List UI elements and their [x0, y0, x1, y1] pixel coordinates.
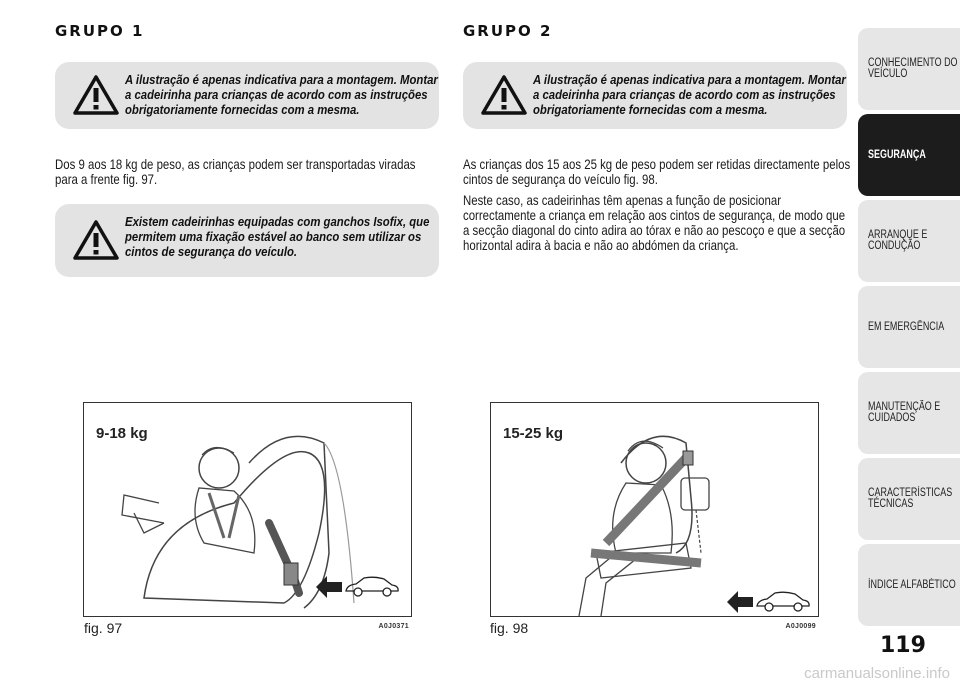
sidebar-item-indice[interactable] — [858, 544, 960, 626]
warning-text-3: A ilustração é apenas indicativa para a montagem. Montar a cadeirinha para crianças de acordo com as instruções obrigatoriamente fornecidas com a mesma. — [533, 72, 846, 117]
car-icon — [344, 575, 400, 599]
sidebar-item-emergencia[interactable] — [858, 286, 960, 368]
sidebar-item-caracteristicas[interactable] — [858, 458, 960, 540]
sidebar-item-arranque[interactable] — [858, 200, 960, 282]
figure-caption-97: fig. 97 — [84, 620, 123, 636]
paragraph-text-2: Neste caso, as cadeirinhas têm apenas a função de posicionar correctamente a criança em relação aos cintos de segurança, de modo que a secção diagonal do cinto adira ao tórax e não ao pescoço e que a secção horizontal adira à bacia e não ao abdómen da criança. — [463, 193, 846, 253]
sidebar-item-seguranca[interactable] — [858, 114, 960, 196]
sidebar-item-label: MANUTENÇÃO E CUIDADOS — [868, 401, 941, 424]
sidebar-item-manutencao[interactable] — [858, 372, 960, 454]
arrow-left-icon — [727, 591, 753, 613]
sidebar-item-label: ÍNDICE ALFABÉTICO — [868, 578, 956, 591]
booster-seat-illustration — [491, 403, 818, 616]
sidebar-item-label: CARACTERÍSTICAS TÉCNICAS — [868, 487, 953, 510]
warning-box-2 — [55, 204, 439, 277]
sidebar-item-label: ARRANQUE E CONDUÇÃO — [868, 229, 928, 252]
arrow-left-icon — [316, 576, 342, 598]
figure-code: A0J0099 — [785, 623, 816, 630]
right-heading: GRUPO 2 — [463, 22, 553, 40]
figure-weight-label: 15-25 kg — [503, 425, 564, 442]
left-paragraph — [55, 157, 437, 193]
sidebar-item-label: CONHECIMENTO DO VEÍCULO — [868, 57, 958, 80]
right-paragraphs — [463, 157, 851, 259]
sidebar-item-label: EM EMERGÊNCIA — [868, 320, 945, 333]
watermark: carmanualsonline.info — [804, 665, 950, 682]
warning-text-1: A ilustração é apenas indicativa para a montagem. Montar a cadeirinha para crianças de acordo com as instruções obrigatoriamente fornecidas com a mesma. — [125, 72, 438, 117]
warning-box-1 — [55, 62, 439, 129]
car-icon — [755, 590, 811, 614]
page-number: 119 — [880, 633, 926, 658]
left-heading: GRUPO 1 — [55, 22, 145, 40]
warning-triangle-icon — [73, 220, 119, 260]
warning-text-2: Existem cadeirinhas equipadas com ganchos Isofix, que permitem uma fixação estável ao banco sem utilizar os cintos de segurança do veículo. — [125, 214, 430, 259]
warning-box-3 — [463, 62, 847, 129]
sidebar-item-conhecimento[interactable] — [858, 28, 960, 110]
paragraph-text: Dos 9 aos 18 kg de peso, as crianças podem ser transportadas viradas para a frente fig. 97. — [55, 157, 416, 187]
figure-weight-label: 9-18 kg — [96, 425, 148, 442]
paragraph-text-1: As crianças dos 15 aos 25 kg de peso podem ser retidas directamente pelos cintos de segurança do veículo fig. 98. — [463, 157, 851, 187]
warning-triangle-icon — [481, 75, 527, 115]
figure-caption-98: fig. 98 — [490, 620, 529, 636]
warning-triangle-icon — [73, 75, 119, 115]
sidebar-item-label: SEGURANÇA — [868, 148, 926, 161]
figure-code: A0J0371 — [378, 623, 409, 630]
